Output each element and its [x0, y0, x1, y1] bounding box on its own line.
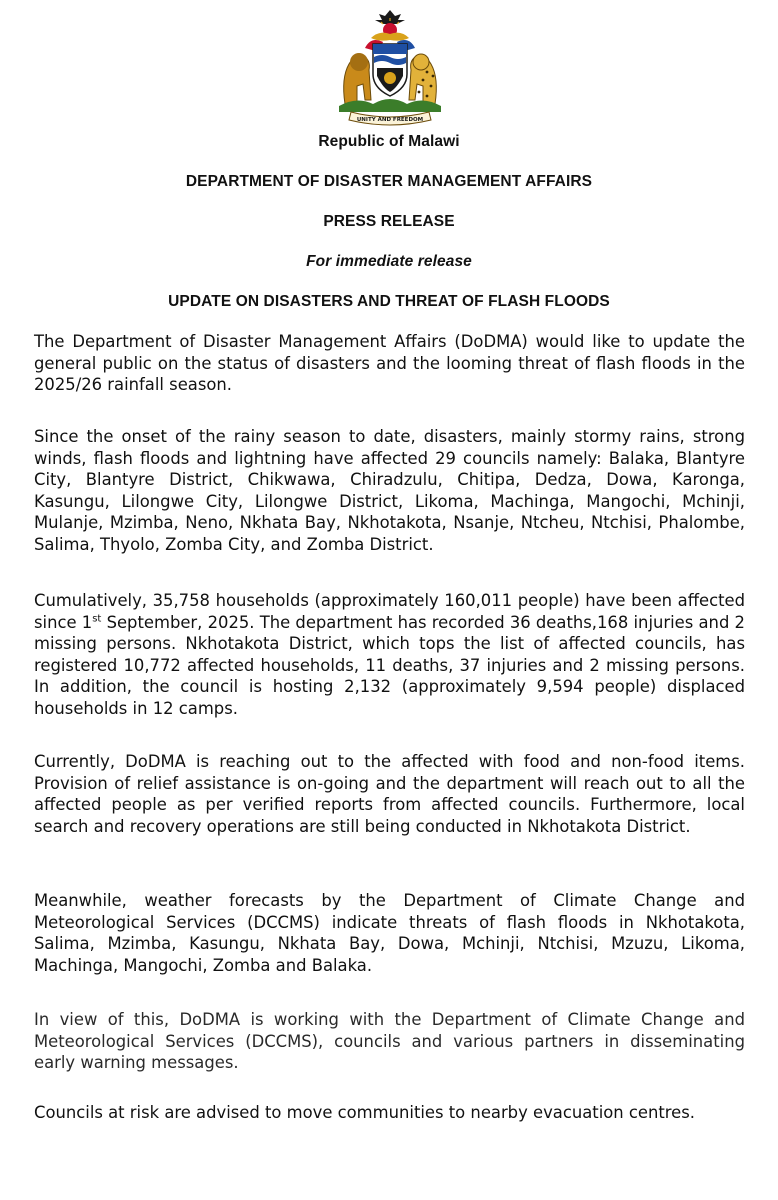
paragraph-early-warning: In view of this, DoDMA is working with the Department of Climate Change and Meteorological Services (DCCMS), councils and various partners in disseminating early warning messages.: [34, 1010, 745, 1072]
department-name: DEPARTMENT OF DISASTER MANAGEMENT AFFAIRS: [185, 173, 593, 190]
paragraph-evacuation-advice: Councils at risk are advised to move communities to nearby evacuation centres.: [34, 1103, 695, 1122]
paragraph-intro: The Department of Disaster Management Affairs (DoDMA) would like to update the general public on the status of disasters and the looming threat of flash floods in the 2025/26 rainfall season.: [34, 332, 745, 394]
malawi-coat-of-arms-icon: [327, 8, 453, 128]
document-type: PRESS RELEASE: [323, 213, 455, 230]
paragraph-statistics: [34, 590, 745, 719]
release-note: For immediate release: [306, 253, 472, 270]
paragraph-affected-councils: Since the onset of the rainy season to date, disasters, mainly stormy rains, strong winds, flash floods and lightning have affected 29 councils namely: Balaka, Blantyre City, Blantyre District, Chikwawa, Chiradzulu, Chitipa, Dedza, Dowa, Karonga, Kasungu, Lilongwe City, Lilongwe District, Likoma, Machinga, Mangochi, Mchinji, Mulanje, Mzimba, Neno, Nkhata Bay, Nkhotakota, Nsanje, Ntcheu, Ntchisi, Phalombe, Salima, Thyolo, Zomba City, and Zomba District.: [34, 427, 745, 554]
statistics-text-start: Cumulatively, 35,758 households (approximately 160,011 people) have been affected since 1: [34, 591, 745, 632]
svg-text:UNITY AND FREEDOM: UNITY AND FREEDOM: [356, 117, 424, 123]
country-name: Republic of Malawi: [318, 133, 460, 150]
press-release-title: UPDATE ON DISASTERS AND THREAT OF FLASH FLOODS: [168, 293, 610, 310]
statistics-text-end: September, 2025. The department has recorded 36 deaths,168 injuries and 2 missing persons. Nkhotakota District, which tops the list of affected councils, has registered 10,772 affected households, 11 deaths, 37 injuries and 2 missing persons. In addition, the council is hosting 2,132 (approximately 9,594 people) displaced households in 12 camps.: [34, 612, 745, 718]
paragraph-weather-forecast: Meanwhile, weather forecasts by the Department of Climate Change and Meteorological Services (DCCMS) indicate threats of flash floods in Nkhotakota, Salima, Mzimba, Kasungu, Nkhata Bay, Dowa, Mchinji, Ntchisi, Mzuzu, Likoma, Machinga, Mangochi, Zomba and Balaka.: [34, 891, 745, 975]
paragraph-relief-response: Currently, DoDMA is reaching out to the affected with food and non-food items. Provision of relief assistance is on-going and the department will reach out to all the affected people as per verified reports from affected councils. Furthermore, local search and recovery operations are still being conducted in Nkhotakota District.: [34, 752, 745, 836]
date-ordinal: st: [92, 613, 102, 625]
